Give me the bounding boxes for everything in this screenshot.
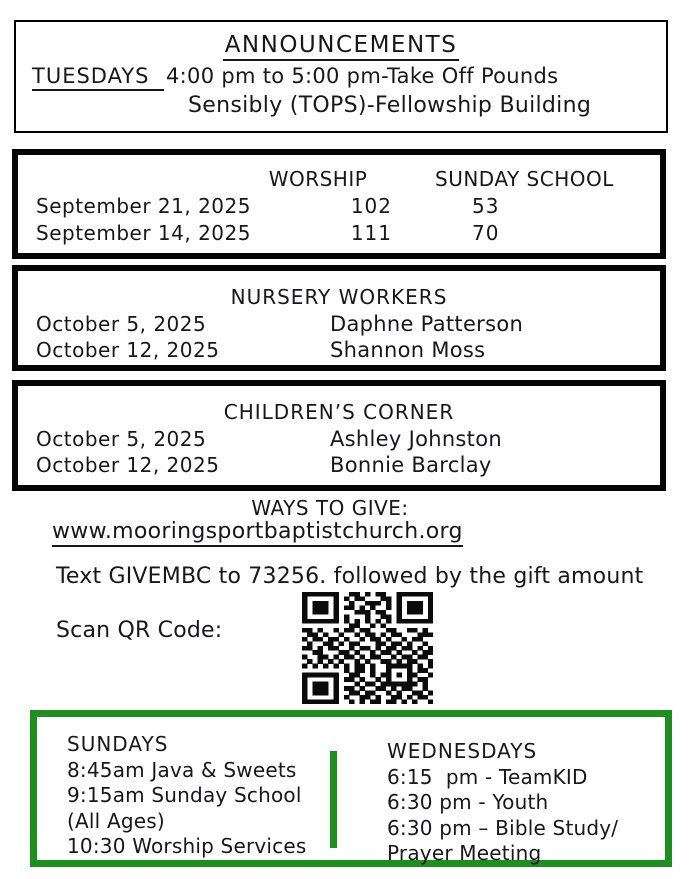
weekly-schedule-panel [30, 710, 672, 867]
nursery-workers-panel [12, 265, 666, 371]
children-row-name: Ashley Johnston [330, 427, 502, 451]
nursery-row-name: Shannon Moss [330, 338, 486, 362]
children-row-name: Bonnie Barclay [330, 453, 492, 477]
nursery-row-date: October 5, 2025 [36, 312, 207, 336]
announcements-line2: Sensibly (TOPS)-Fellowship Building [188, 93, 592, 118]
attendance-row-date: September 14, 2025 [36, 221, 251, 245]
text-to-give-instruction: Text GIVEMBC to 73256. followed by the gift amount [56, 564, 644, 589]
attendance-row-sunday-school: 53 [472, 194, 500, 218]
childrens-corner-title: CHILDREN’S CORNER [223, 400, 455, 424]
announcements-line1: 4:00 pm to 5:00 pm-Take Off Pounds [166, 64, 559, 88]
announcements-title-wrap [16, 32, 666, 61]
attendance-column-sunday-school: SUNDAY SCHOOL [435, 167, 614, 191]
qr-code-icon [302, 592, 433, 704]
wednesday-schedule-line: Prayer Meeting [387, 841, 542, 865]
attendance-panel [12, 149, 666, 259]
nursery-row-date: October 12, 2025 [36, 338, 220, 362]
church-website-link[interactable]: www.mooringsportbaptistchurch.org [52, 519, 463, 547]
attendance-row-sunday-school: 70 [472, 221, 500, 245]
ways-to-give-heading: WAYS TO GIVE: [251, 496, 409, 520]
sunday-schedule-column [67, 732, 307, 860]
attendance-row-date: September 21, 2025 [36, 194, 251, 218]
announcements-day-label: TUESDAYS [32, 64, 164, 91]
schedule-divider [330, 751, 337, 848]
wednesday-schedule-line: 6:30 pm – Bible Study/ [387, 815, 619, 840]
sunday-schedule-line: 8:45am Java & Sweets [67, 757, 297, 782]
attendance-row-worship: 111 [350, 221, 392, 245]
wednesday-schedule-line: 6:30 pm - Youth [387, 790, 549, 814]
wednesday-heading: WEDNESDAYS [387, 739, 538, 763]
nursery-workers-title: NURSERY WORKERS [230, 285, 448, 309]
childrens-corner-panel [12, 380, 666, 491]
sunday-schedule-line: (All Ages) [67, 808, 165, 833]
wednesday-schedule-line: 6:15 pm - TeamKID [387, 764, 588, 789]
attendance-column-worship: WORSHIP [268, 167, 368, 191]
wednesday-schedule-column [387, 739, 618, 867]
announcements-title: ANNOUNCEMENTS [223, 32, 460, 61]
children-row-date: October 12, 2025 [36, 453, 220, 477]
attendance-row-worship: 102 [350, 194, 392, 218]
children-row-date: October 5, 2025 [36, 427, 207, 451]
sunday-schedule-line: 10:30 Worship Services [67, 834, 307, 858]
sunday-schedule-line: 9:15am Sunday School [67, 783, 302, 807]
nursery-row-name: Daphne Patterson [330, 312, 524, 336]
announcements-panel [14, 20, 668, 133]
scan-qr-label: Scan QR Code: [56, 618, 223, 643]
sunday-heading: SUNDAYS [67, 732, 169, 756]
